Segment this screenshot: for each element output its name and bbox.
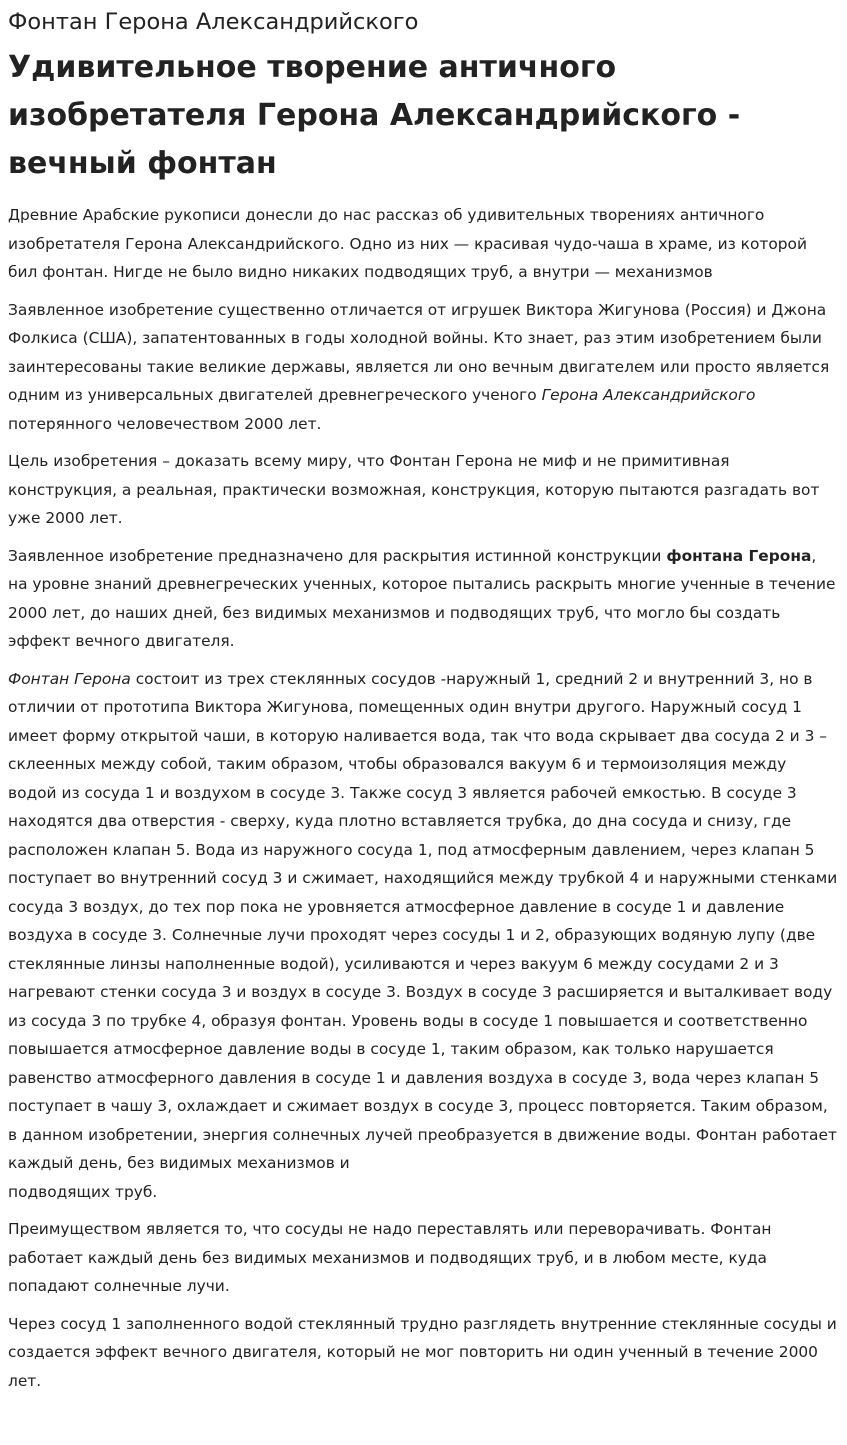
paragraph-comparison-text: Заявленное изобретение существенно отличается от игрушек Виктора Жигунова (Россия) и Джона Фолкиса (США), запатентованных в годы холодной войны. Кто знает, раз этим изобретением были заинтересованы такие великие державы, является ли оно вечным двигателем или просто является одним из универсальных двигателей древнегреческого ученого bbox=[8, 300, 830, 404]
construction-text-1: состоит из трех стеклянных сосудов -наружный 1, средний 2 и внутренний 3, но в отличии от прототипа Виктора Жигунова, помещенных один внутри другого. Наружный сосуд 1 имеет форму открытой чаши, в которую наливается вода, так что вода скрывает два сосуда 2 и 3 – склеенных между собой, таким образом, чтобы образовался вакуум 6 и термоизоляция между водой из сосуда 1 и воздухом в сосуде 3. Также сосуд 3 является рабочей емкостью. В сосуде 3 находятся два отверстия - сверху, куда плотно вставляется трубка, до дна сосуда и снизу, где расположен клапан 5. Вода из наружного сосуда 1, под атмосферным давлением, через клапан 5 поступает во внутренний сосуд 3 и сжимает, находящийся между трубкой 4 и наружными стенками сосуда 3 воздух, до тех пор пока не уровняется атмосферное давление в сосуде 1 и давление воздуха в сосуде 3. Солнечные лучи проходят через сосуды 1 и 2, образующих водяную лупу (две стеклянные линзы наполненные водой), усиливаются и через вакуум 6 между сосудами 2 и 3 нагревают стенки сосуда 3 и воздух в сосуде 3. Воздух в сосуде 3 расширяется и выталкивает воду из сосуда 3 по трубке 4, образуя фонтан. Уровень воды в сосуде 1 повышается и соответственно bbox=[8, 669, 838, 1030]
paragraph-comparison-tail: потерянного человечеством 2000 лет. bbox=[8, 414, 322, 433]
construction-text-2: повышается атмосферное давление воды в сосуде 1, таким образом, как только нарушается равенство атмосферного давления в сосуде 1 и давления воздуха в сосуде 3, вода через клапан 5 поступает в чашу 3, охлаждает и сжимает воздух в сосуде 3, процесс повторяется. Таким образом, в данном изобретении, энергия солнечных лучей преобразуется в движение воды. Фонтан работает каждый день, без видимых механизмов и bbox=[8, 1040, 837, 1172]
paragraph-purpose-text: Заявленное изобретение предназначено для раскрытия истинной конструкции bbox=[8, 546, 667, 565]
fountain-name-bold: фонтана Герона bbox=[666, 546, 812, 565]
paragraph-advantage: Преимуществом является то, что сосуды не надо переставлять или переворачивать. Фонтан работает каждый день без видимых механизмов и подводящих труб, и в любом месте, куда попадают солнечные лучи. bbox=[8, 1220, 772, 1295]
inventor-name-italic: Герона Александрийского bbox=[541, 386, 756, 404]
paragraph-purpose-tail: , на уровне знаний древнегреческих ученных, которое пытались раскрыть многие ученные в течение 2000 лет, до наших дней, без видимых механизмов и подводящих труб, что могло бы создать эффект вечного двигателя. bbox=[8, 546, 836, 650]
paragraph-goal: Цель изобретения – доказать всему миру, что Фонтан Герона не миф и не примитивная конструкция, а реальная, практически возможная, конструкция, которую пытаются разгадать вот уже 2000 лет. bbox=[8, 452, 820, 527]
paragraph-effect: Через сосуд 1 заполненного водой стеклянный трудно разглядеть внутренние стеклянные сосуды и создается эффект вечного двигателя, который не мог повторить ни один ученный в течение 2000 лет. bbox=[8, 1314, 837, 1390]
construction-text-3: подводящих труб. bbox=[8, 1182, 158, 1201]
fountain-name-italic: Фонтан Герона bbox=[8, 669, 131, 688]
paragraph-intro: Древние Арабские рукописи донесли до нас рассказ об удивительных творениях античного изобретателя Герона Александрийского. Одно из них — красивая чудо-чаша в храме, из которой бил фонтан. Нигде не было видно никаких подводящих труб, а внутри — механизмов bbox=[8, 206, 807, 281]
paragraph-construction bbox=[8, 665, 839, 1207]
paragraph-comparison bbox=[8, 296, 839, 439]
article-headline: Удивительное творение античного изобретателя Герона Александрийского - вечный фонтан bbox=[8, 50, 741, 181]
site-title: Фонтан Герона Александрийского bbox=[8, 9, 419, 35]
paragraph-purpose bbox=[8, 542, 839, 656]
